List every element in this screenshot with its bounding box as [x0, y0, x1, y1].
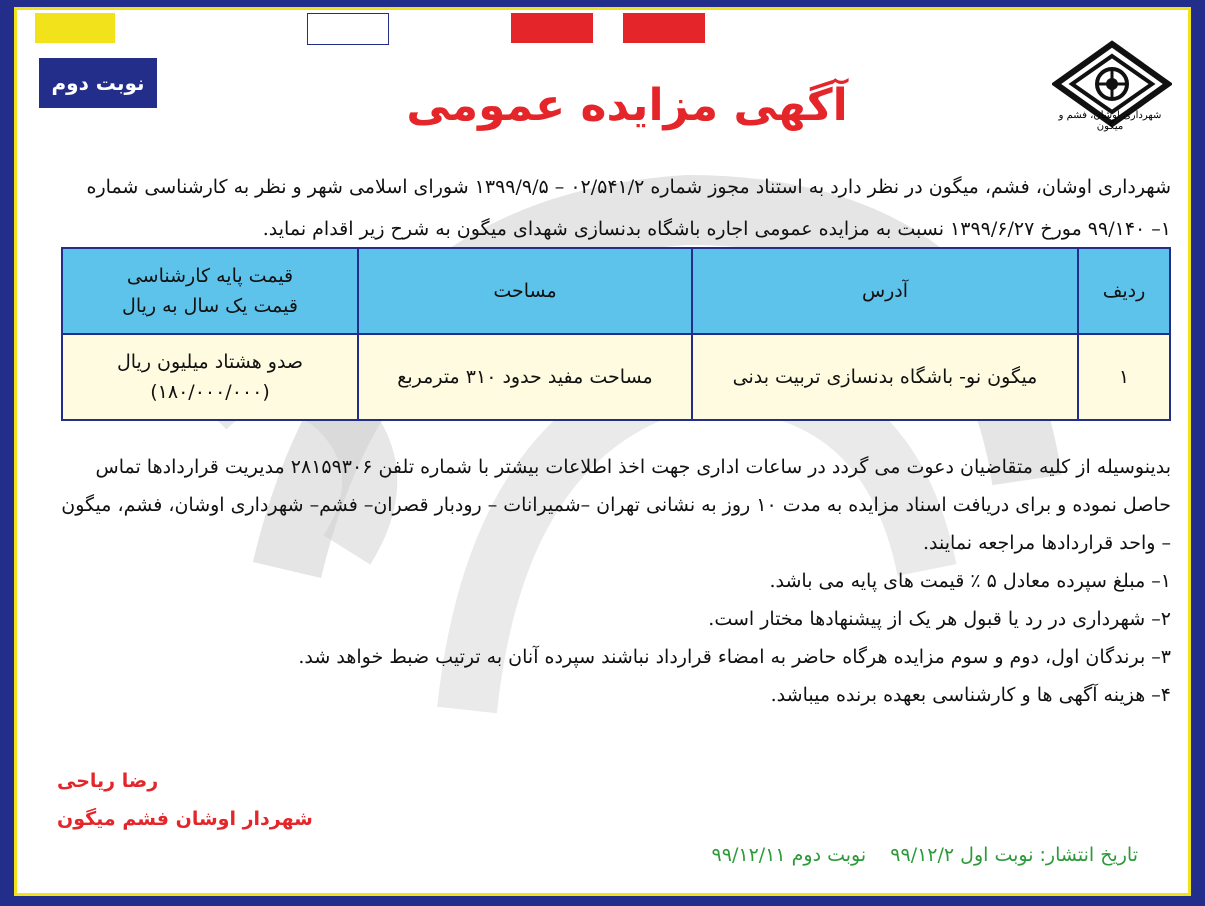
table-header-row — [62, 248, 1170, 334]
strip-red-2 — [623, 13, 705, 43]
cell-address: میگون نو- باشگاه بدنسازی تربیت بدنی — [692, 334, 1078, 420]
logo-caption: شهرداری اوشان، فشم و میگون — [1058, 110, 1162, 132]
strip-red-1 — [511, 13, 593, 43]
ad-panel — [14, 7, 1191, 896]
strip-white-2 — [830, 13, 910, 43]
auction-table — [61, 247, 1171, 421]
page-title: آگهی مزایده عمومی — [406, 80, 848, 131]
cell-row-no: ۱ — [1078, 334, 1170, 420]
strip-white-1 — [307, 13, 389, 45]
header-row-no: ردیف — [1078, 248, 1170, 334]
cell-area: مساحت مفید حدود ۳۱۰ مترمربع — [358, 334, 692, 420]
cell-price-line1: صدو هشتاد میلیون ریال — [116, 351, 304, 373]
intro-paragraph: شهرداری اوشان، فشم، میگون در نظر دارد به استناد مجوز شماره ۰۲/۵۴۱/۲ – ۱۳۹۹/۹/۵ شورای اسلامی شهر و نظر به کارشناسی شماره ۱– ۹۹/۱۴۰ مورخ ۱۳۹۹/۶/۲۷ نسبت به مزایده عمومی اجاره باشگاه بدنسازی شهدای میگون به شرح زیر اقدام نماید. — [86, 176, 1171, 240]
cell-price — [62, 334, 358, 420]
table-row — [62, 334, 1170, 420]
header-price — [62, 248, 358, 334]
condition-item: ۳– برندگان اول، دوم و سوم مزایده هرگاه حاضر به امضاء قرارداد نباشند سپرده آنان به ترتیب ضبط خواهد شد. — [298, 646, 1171, 668]
condition-item: ۱– مبلغ سپرده معادل ۵ ٪ قیمت های پایه می باشد. — [769, 570, 1171, 592]
notice-round-badge: نوبت دوم — [39, 58, 157, 108]
invitation-paragraph: بدینوسیله از کلیه متقاضیان دعوت می گردد در ساعات اداری جهت اخذ اطلاعات بیشتر با شماره تلفن ۲۸۱۵۹۳۰۶ مدیریت قراردادها تماس حاصل نموده و برای دریافت اسناد مزایده به مدت ۱۰ روز به نشانی تهران –شمیرانات – رودبار قصران– فشم– شهرداری اوشان، فشم، میگون – واحد قراردادها مراجعه نمایند. — [61, 456, 1171, 554]
signer-role: شهردار اوشان فشم میگون — [57, 808, 313, 830]
signature-block — [57, 762, 457, 838]
conditions-section — [61, 448, 1171, 714]
header-area: مساحت — [358, 248, 692, 334]
cell-price-line2: (۱۸۰/۰۰۰/۰۰۰) — [150, 381, 270, 403]
condition-item: ۴– هزینه آگهی ها و کارشناسی بعهده برنده میباشد. — [770, 684, 1171, 706]
condition-item: ۲– شهرداری در رد یا قبول هر یک از پیشنهادها مختار است. — [708, 608, 1171, 630]
header-address: آدرس — [692, 248, 1078, 334]
publication-dates: تاریخ انتشار: نوبت اول ۹۹/۱۲/۲ نوبت دوم ۹۹/۱۲/۱۱ — [711, 844, 1138, 866]
signer-name: رضا ریاحی — [57, 770, 159, 792]
header-price-line1: قیمت پایه کارشناسی — [126, 265, 294, 287]
strip-yellow — [35, 13, 115, 43]
header-price-line2: قیمت یک سال به ریال — [122, 295, 298, 317]
